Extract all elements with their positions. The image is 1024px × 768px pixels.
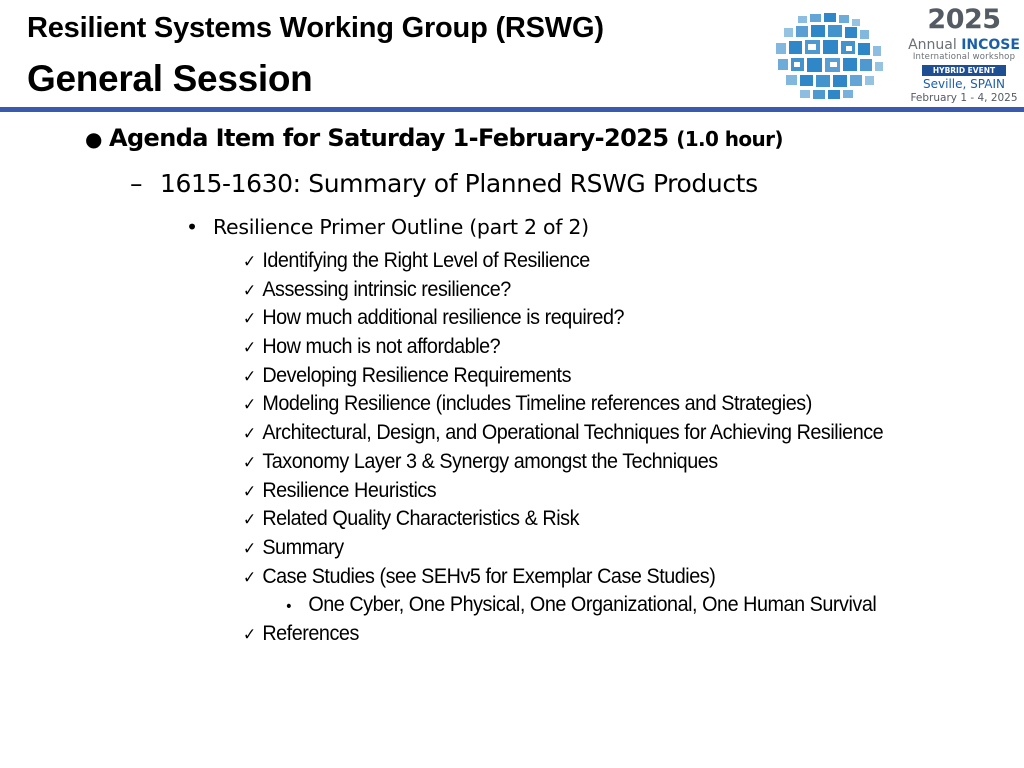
time-slot-text: 1615-1630: Summary of Planned RSWG Products — [160, 169, 758, 198]
list-item-text: Case Studies (see SEHv5 for Exemplar Case Studies) — [262, 563, 716, 588]
logo-workshop: International workshop — [912, 52, 1016, 62]
list-item-text: How much is not affordable? — [262, 334, 501, 359]
case-studies-subitem — [243, 590, 883, 619]
header-divider — [0, 107, 1024, 112]
agenda-item-heading — [85, 124, 783, 152]
list-item-text: Assessing intrinsic resilience? — [262, 276, 511, 301]
checkmark-icon: ✓ — [243, 452, 256, 473]
header-subtitle: General Session — [27, 58, 313, 99]
list-item — [243, 504, 883, 533]
checkmark-icon: ✓ — [243, 424, 256, 445]
bullet-icon: ● — [85, 127, 102, 151]
list-item — [243, 447, 883, 476]
topic — [186, 215, 589, 239]
list-item-text: Architectural, Design, and Operational Techniques for Achieving Resilience — [262, 420, 884, 445]
list-item — [243, 275, 883, 304]
checkmark-icon: ✓ — [243, 510, 256, 531]
list-item-text: Developing Resilience Requirements — [262, 362, 572, 387]
checklist — [243, 246, 939, 648]
checkmark-icon: ✓ — [243, 338, 256, 359]
logo-city: Seville, SPAIN — [923, 77, 1005, 91]
list-item — [243, 389, 883, 418]
checkmark-icon: ✓ — [243, 538, 256, 559]
bullet-icon: • — [186, 215, 198, 239]
agenda-item-label: Agenda Item for Saturday 1-February-2025 — [109, 124, 669, 152]
topic-text: Resilience Primer Outline (part 2 of 2) — [213, 215, 589, 239]
list-item — [243, 361, 883, 390]
checkmark-icon: ✓ — [243, 567, 256, 588]
list-item — [243, 332, 883, 361]
bullet-icon: • — [286, 598, 291, 616]
time-slot — [130, 169, 758, 198]
case-studies-subitem-text: One Cyber, One Physical, One Organizational, One Human Survival — [308, 592, 877, 617]
checkmark-icon: ✓ — [243, 252, 256, 272]
checkmark-icon: ✓ — [243, 395, 256, 416]
list-item — [243, 533, 883, 562]
list-item-text: How much additional resilience is required? — [262, 305, 625, 330]
list-item — [243, 562, 883, 591]
checkmark-icon: ✓ — [243, 624, 256, 645]
checkmark-icon: ✓ — [243, 309, 256, 330]
agenda-item-duration: (1.0 hour) — [676, 127, 783, 151]
list-item-text: Modeling Resilience (includes Timeline references and Strategies) — [262, 391, 812, 416]
list-item-text: Taxonomy Layer 3 & Synergy amongst the Techniques — [262, 448, 718, 473]
list-item — [243, 303, 883, 332]
list-item-text: Resilience Heuristics — [262, 477, 437, 502]
logo-annual: Annual — [908, 37, 957, 53]
list-item-text: Summary — [262, 534, 344, 559]
globe-icon — [770, 10, 892, 105]
header-title: Resilient Systems Working Group (RSWG) — [27, 12, 604, 44]
logo-year: 2025 — [927, 4, 1001, 35]
checkmark-icon: ✓ — [243, 280, 256, 301]
checkmark-icon: ✓ — [243, 481, 256, 502]
checkmark-icon: ✓ — [243, 366, 256, 387]
list-item — [243, 619, 883, 648]
logo-dates: February 1 - 4, 2025 — [910, 92, 1018, 104]
list-item-text: Related Quality Characteristics & Risk — [262, 506, 580, 531]
logo-annual-incose — [906, 37, 1022, 53]
dash-icon: – — [130, 169, 143, 198]
list-item — [243, 476, 883, 505]
list-item-text: Identifying the Right Level of Resilience — [262, 248, 590, 272]
list-item-text: References — [262, 620, 359, 645]
list-item — [243, 418, 883, 447]
logo-brand: INCOSE — [961, 37, 1020, 53]
list-item — [243, 246, 883, 275]
logo-badge: HYBRID EVENT — [922, 65, 1006, 76]
